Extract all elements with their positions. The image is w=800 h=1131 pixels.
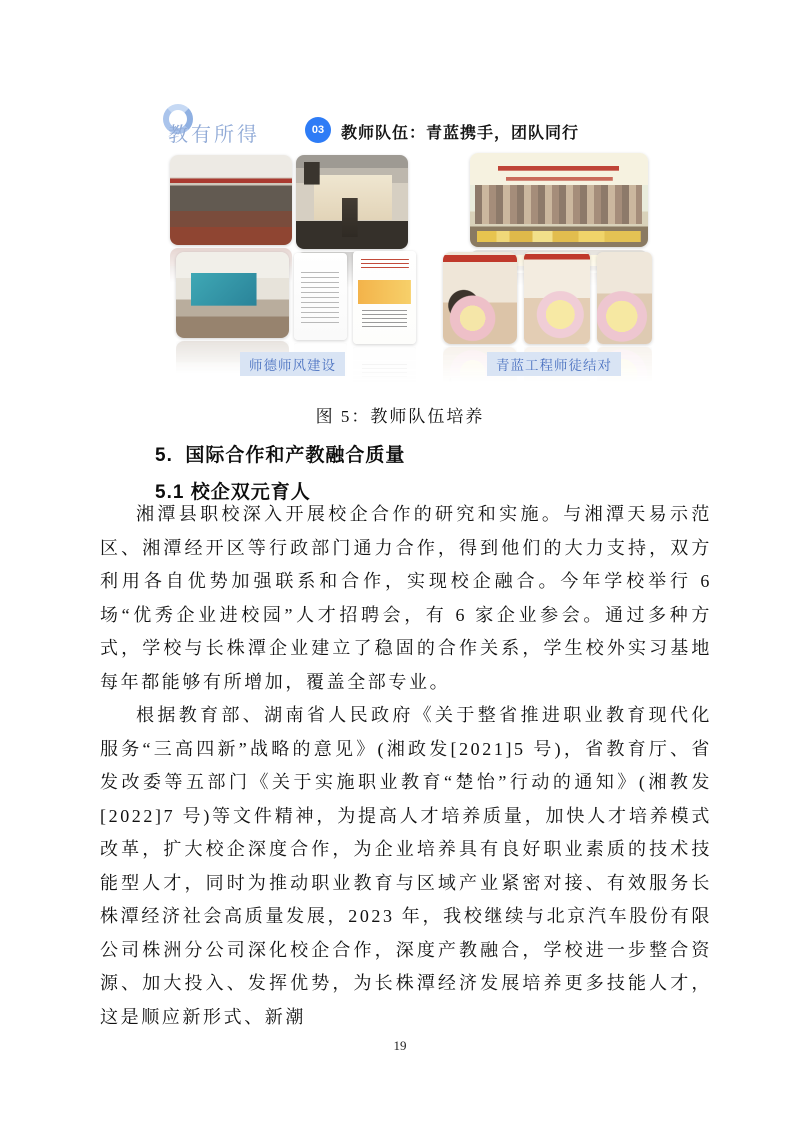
body-text xyxy=(100,498,712,1034)
figure-caption: 图 5：教师队伍培养 xyxy=(315,407,485,426)
left-group-caption: 师德师风建设 xyxy=(240,352,345,376)
section-subheading: 5.1 校企双元育人 xyxy=(155,482,311,503)
logo-text: 教有所得 xyxy=(168,124,260,146)
figure-banner-title: 教师队伍：青蓝携手，团队同行 xyxy=(341,125,580,142)
article-screenshot-photo xyxy=(353,251,416,344)
page-number: 19 xyxy=(393,1038,407,1053)
meeting-hall-assembly-photo xyxy=(170,155,292,245)
logo xyxy=(160,102,280,148)
mentor-flowers-photo-1 xyxy=(443,252,517,344)
award-ceremony-stage-photo xyxy=(470,153,648,247)
right-group-caption: 青蓝工程师徒结对 xyxy=(487,352,621,376)
mentor-flowers-photo-3 xyxy=(597,252,652,344)
conference-hall-screen-photo xyxy=(176,252,289,338)
paragraph-2: 根据教育部、湖南省人民政府《关于整省推进职业教育现代化 服务“三高四新”战略的意见》(湘政发[2021]5 号)，省教育厅、省发改委等五部门《关于实施职业教育“楚怡”行动的通知》(湘教发[2022]7 号)等文件精神，为提高人才培养质量，加快人才培养模式改革，扩大校企深度合作，为企业培养具有良好职业素质的技术技能型人才，同时为推动职业教育与区域产业紧密对接、有效服务长株潭经济社会高质量发展，2023 年，我校继续与北京汽车股份有限公司株洲分公司深化校企合作，深度产教融合，学校进一步整合资源、加大投入、发挥优势，为长株潭经济发展培养更多技能人才，这是顺应新形式、新潮 xyxy=(100,705,712,1027)
mentor-flowers-photo-2 xyxy=(524,252,590,344)
section-heading: 5. 国际合作和产教融合质量 xyxy=(155,445,406,466)
paragraph-1: 湘潭县职校深入开展校企合作的研究和实施。与湘潭天易示范区、湘潭经开区等行政部门通力合作，得到他们的大力支持，双方利用各自优势加强联系和合作，实现校企融合。今年学校举行 6 场“优秀企业进校园”人才招聘会，有 6 家企业参会。通过多种方式，学校与长株潭企业建立了稳固的合作关系，学生校外实习基地每年都能够有所增加，覆盖全部专业。 xyxy=(100,504,712,692)
document-page-photo xyxy=(294,253,347,340)
lecture-hall-speaker-photo xyxy=(296,155,408,249)
section-number-badge: 03 xyxy=(305,117,331,143)
